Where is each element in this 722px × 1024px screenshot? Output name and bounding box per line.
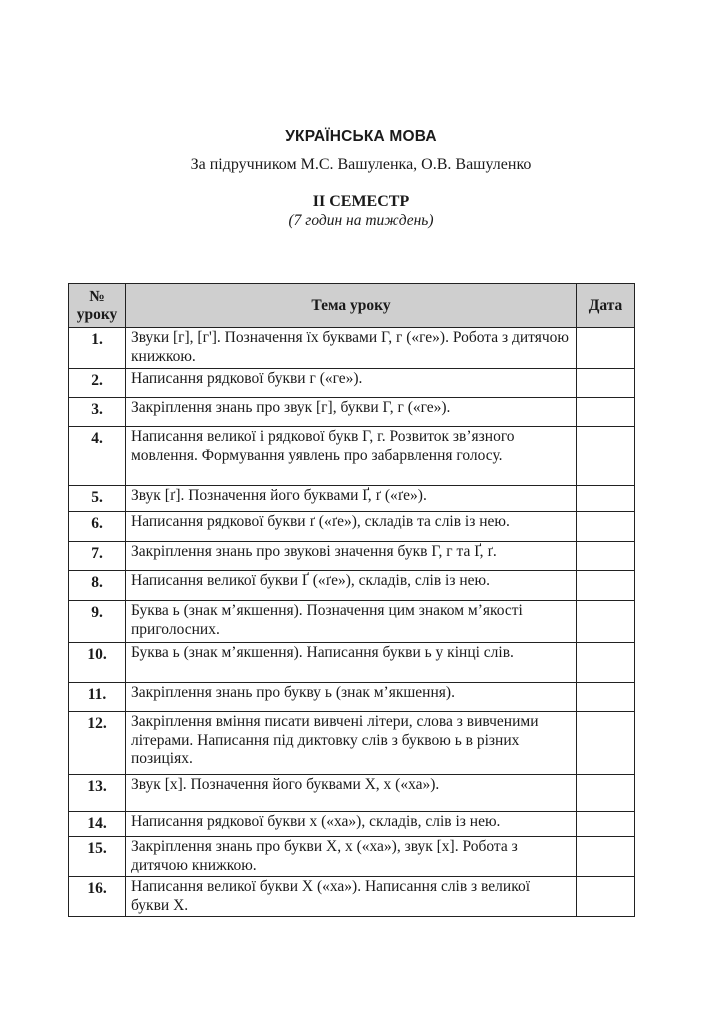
column-header-number-label: уроку [76, 305, 118, 323]
lesson-date-cell[interactable] [577, 571, 635, 601]
table-row [69, 542, 635, 571]
lesson-topic: Закріплення знань про звукові значення букв Г, г та Ґ, ґ. [126, 542, 577, 571]
lesson-date-cell[interactable] [577, 398, 635, 427]
table-row [69, 512, 635, 542]
lesson-number: 10. [69, 643, 126, 683]
table-row [69, 812, 635, 837]
lesson-number: 2. [69, 369, 126, 398]
column-header-number-symbol: № [89, 287, 105, 305]
lesson-number: 15. [69, 837, 126, 877]
lesson-number: 4. [69, 427, 126, 486]
table-row [69, 601, 635, 643]
textbook-line: За підручником М.С. Вашуленка, О.В. Вашуленко [190, 156, 532, 173]
lesson-number: 5. [69, 486, 126, 512]
lesson-topic: Звук [х]. Позначення його буквами Х, х («ха»). [126, 775, 577, 812]
table-row [69, 571, 635, 601]
column-header-topic: Тема уроку [126, 284, 577, 328]
lesson-number: 6. [69, 512, 126, 542]
lesson-date-cell[interactable] [577, 712, 635, 775]
lesson-topic: Написання рядкової букви ґ («ґе»), складів та слів із нею. [126, 512, 577, 542]
lesson-date-cell[interactable] [577, 427, 635, 486]
lesson-date-cell[interactable] [577, 328, 635, 369]
lesson-date-cell[interactable] [577, 683, 635, 712]
table-row [69, 427, 635, 486]
table-row [69, 643, 635, 683]
lesson-date-cell[interactable] [577, 601, 635, 643]
table-body [69, 328, 635, 917]
lesson-topic: Закріплення вміння писати вивчені літери, слова з вивченими літерами. Написання під диктовку слів з буквою ь в різних позиціях. [126, 712, 577, 775]
table-row [69, 837, 635, 877]
semester-title: II СЕМЕСТР [312, 193, 410, 210]
lesson-topic: Написання великої і рядкової букв Г, г. Розвиток зв’язного мовлення. Формування уявлень про забарвлення голосу. [126, 427, 577, 486]
lesson-number: 9. [69, 601, 126, 643]
lesson-date-cell[interactable] [577, 812, 635, 837]
column-header-date: Дата [577, 284, 635, 328]
lesson-number: 1. [69, 328, 126, 369]
lesson-topic: Звук [ґ]. Позначення його буквами Ґ, ґ («ґе»). [126, 486, 577, 512]
table-row [69, 369, 635, 398]
lesson-topic: Написання великої букви Ґ («ґе»), складів, слів із нею. [126, 571, 577, 601]
lessons-table [68, 283, 635, 917]
hours-per-week: (7 годин на тиждень) [288, 212, 434, 229]
lesson-date-cell[interactable] [577, 775, 635, 812]
table-row [69, 712, 635, 775]
table-row [69, 877, 635, 917]
table-row [69, 328, 635, 369]
table-header-row [69, 284, 635, 328]
column-header-number [69, 284, 126, 328]
lesson-date-cell[interactable] [577, 369, 635, 398]
lesson-topic: Закріплення знань про букви Х, х («ха»), звук [х]. Робота з дитячою книжкою. [126, 837, 577, 877]
lesson-date-cell[interactable] [577, 837, 635, 877]
lesson-topic: Написання рядкової букви г («ге»). [126, 369, 577, 398]
lesson-topic: Закріплення знань про букву ь (знак м’якшення). [126, 683, 577, 712]
table-row [69, 683, 635, 712]
lesson-number: 14. [69, 812, 126, 837]
lesson-number: 8. [69, 571, 126, 601]
lesson-topic: Буква ь (знак м’якшення). Позначення цим знаком м’якості приголосних. [126, 601, 577, 643]
lesson-topic: Буква ь (знак м’якшення). Написання букви ь у кінці слів. [126, 643, 577, 683]
lesson-date-cell[interactable] [577, 486, 635, 512]
lesson-number: 7. [69, 542, 126, 571]
lesson-number: 16. [69, 877, 126, 917]
lesson-date-cell[interactable] [577, 512, 635, 542]
lesson-number: 3. [69, 398, 126, 427]
lesson-number: 12. [69, 712, 126, 775]
lesson-topic: Написання великої букви Х («ха»). Написання слів з великої букви Х. [126, 877, 577, 917]
lesson-topic: Закріплення знань про звук [г], букви Г, г («ге»). [126, 398, 577, 427]
lesson-date-cell[interactable] [577, 643, 635, 683]
table-row [69, 398, 635, 427]
lesson-number: 13. [69, 775, 126, 812]
table-row [69, 775, 635, 812]
subject-title: УКРАЇНСЬКА МОВА [285, 128, 437, 145]
lesson-topic: Звуки [г], [г']. Позначення їх буквами Г, г («ге»). Робота з дитячою книжкою. [126, 328, 577, 369]
lesson-topic: Написання рядкової букви х («ха»), складів, слів із нею. [126, 812, 577, 837]
table-row [69, 486, 635, 512]
lesson-date-cell[interactable] [577, 877, 635, 917]
lesson-date-cell[interactable] [577, 542, 635, 571]
lesson-number: 11. [69, 683, 126, 712]
